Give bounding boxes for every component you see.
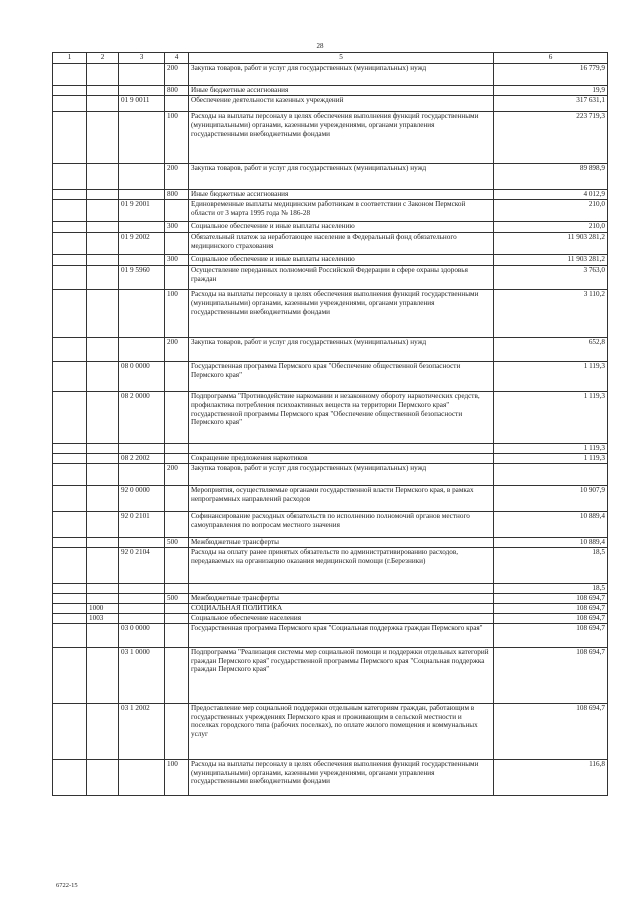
expense-type-cell bbox=[165, 623, 189, 647]
target-article-cell: 03 1 2002 bbox=[119, 703, 165, 759]
description-cell: Закупка товаров, работ и услуг для государственных (муниципальных) нужд bbox=[189, 164, 494, 190]
table-row bbox=[53, 454, 608, 464]
target-article-cell: 92 0 2101 bbox=[119, 512, 165, 538]
description-cell: Государственная программа Пермского края "Обеспечение общественной безопасности Пермского края" bbox=[189, 362, 494, 392]
table-row bbox=[53, 512, 608, 538]
table-row bbox=[53, 759, 608, 795]
subsection-cell bbox=[87, 222, 119, 233]
table-row bbox=[53, 190, 608, 200]
column-header: 2 bbox=[87, 53, 119, 64]
expense-type-cell bbox=[165, 603, 189, 613]
expense-type-cell bbox=[165, 200, 189, 222]
expense-type-cell bbox=[165, 486, 189, 512]
description-cell: Межбюджетные трансферты bbox=[189, 538, 494, 548]
table-row bbox=[53, 444, 608, 454]
amount-cell: 10 907,9 bbox=[494, 486, 608, 512]
subsection-cell bbox=[87, 703, 119, 759]
table-row bbox=[53, 584, 608, 594]
expense-type-cell bbox=[165, 362, 189, 392]
table-row bbox=[53, 603, 608, 613]
expense-type-cell bbox=[165, 454, 189, 464]
section-cell bbox=[53, 338, 87, 362]
subsection-cell bbox=[87, 233, 119, 255]
subsection-cell bbox=[87, 96, 119, 112]
section-cell bbox=[53, 444, 87, 454]
expense-type-cell: 200 bbox=[165, 338, 189, 362]
subsection-cell bbox=[87, 623, 119, 647]
expense-type-cell: 300 bbox=[165, 222, 189, 233]
subsection-cell bbox=[87, 512, 119, 538]
expense-type-cell bbox=[165, 233, 189, 255]
amount-cell bbox=[494, 464, 608, 486]
target-article-cell: 01 9 2002 bbox=[119, 233, 165, 255]
table-row bbox=[53, 548, 608, 584]
amount-cell: 10 889,4 bbox=[494, 512, 608, 538]
amount-cell: 210,0 bbox=[494, 222, 608, 233]
section-cell bbox=[53, 703, 87, 759]
description-cell: Расходы на выплаты персоналу в целях обеспечения выполнения функций государственными (муниципальными) органами, казенными учреждениями, органами управления государственными внебюджетными фондами bbox=[189, 759, 494, 795]
amount-cell: 3 110,2 bbox=[494, 290, 608, 338]
amount-cell: 89 898,9 bbox=[494, 164, 608, 190]
subsection-cell bbox=[87, 64, 119, 86]
amount-cell: 108 694,7 bbox=[494, 593, 608, 603]
expense-type-cell bbox=[165, 444, 189, 454]
table-row bbox=[53, 222, 608, 233]
description-cell: Подпрограмма "Противодействие наркомании и незаконному обороту наркотических средств, профилактика потребления психоактивных веществ на территории Пермского края" государственной программы Пермского края "Обеспечение общественной безопасности Пермского края" bbox=[189, 392, 494, 444]
section-cell bbox=[53, 647, 87, 703]
target-article-cell: 01 9 2001 bbox=[119, 200, 165, 222]
amount-cell: 223 719,3 bbox=[494, 112, 608, 164]
amount-cell: 18,5 bbox=[494, 548, 608, 584]
target-article-cell bbox=[119, 464, 165, 486]
description-cell: Обязательный платеж за неработающее население в Федеральный фонд обязательного медицинского страхования bbox=[189, 233, 494, 255]
table-row bbox=[53, 96, 608, 112]
expense-type-cell bbox=[165, 392, 189, 444]
target-article-cell bbox=[119, 759, 165, 795]
table-row bbox=[53, 613, 608, 623]
subsection-cell bbox=[87, 164, 119, 190]
section-cell bbox=[53, 623, 87, 647]
table-row bbox=[53, 64, 608, 86]
amount-cell: 108 694,7 bbox=[494, 703, 608, 759]
amount-cell: 10 889,4 bbox=[494, 538, 608, 548]
description-cell: Подпрограмма "Реализация системы мер социальной помощи и поддержки отдельных категорий граждан Пермского края" государственной программы Пермского края "Социальная поддержка граждан Пермского края" bbox=[189, 647, 494, 703]
subsection-cell bbox=[87, 362, 119, 392]
section-cell bbox=[53, 96, 87, 112]
expense-type-cell: 100 bbox=[165, 112, 189, 164]
expense-type-cell bbox=[165, 613, 189, 623]
description-cell: СОЦИАЛЬНАЯ ПОЛИТИКА bbox=[189, 603, 494, 613]
section-cell bbox=[53, 759, 87, 795]
amount-cell: 18,5 bbox=[494, 584, 608, 594]
expense-type-cell bbox=[165, 266, 189, 290]
table-row bbox=[53, 86, 608, 96]
description-cell: Расходы на оплату ранее принятых обязательств по административированию расходов, передаваемых на организацию оказания медицинской помощи (г.Березники) bbox=[189, 548, 494, 584]
section-cell bbox=[53, 538, 87, 548]
table-row bbox=[53, 623, 608, 647]
subsection-cell bbox=[87, 200, 119, 222]
table-row bbox=[53, 338, 608, 362]
target-article-cell bbox=[119, 444, 165, 454]
section-cell bbox=[53, 86, 87, 96]
table-row bbox=[53, 593, 608, 603]
description-cell: Государственная программа Пермского края "Социальная поддержка граждан Пермского края" bbox=[189, 623, 494, 647]
table-row bbox=[53, 200, 608, 222]
target-article-cell: 08 2 2002 bbox=[119, 454, 165, 464]
section-cell bbox=[53, 392, 87, 444]
table-row bbox=[53, 362, 608, 392]
amount-cell: 16 779,9 bbox=[494, 64, 608, 86]
amount-cell: 108 694,7 bbox=[494, 647, 608, 703]
section-cell bbox=[53, 64, 87, 86]
table-row bbox=[53, 266, 608, 290]
expense-type-cell: 200 bbox=[165, 464, 189, 486]
target-article-cell bbox=[119, 613, 165, 623]
description-cell: Межбюджетные трансферты bbox=[189, 593, 494, 603]
column-header: 3 bbox=[119, 53, 165, 64]
table-body bbox=[53, 64, 608, 796]
description-cell: Закупка товаров, работ и услуг для государственных (муниципальных) нужд bbox=[189, 464, 494, 486]
description-cell: Расходы на выплаты персоналу в целях обеспечения выполнения функций государственными (муниципальными) органами, казенными учреждениями, органами управления государственными внебюджетными фондами bbox=[189, 290, 494, 338]
expense-type-cell bbox=[165, 96, 189, 112]
description-cell: Социальное обеспечение и иные выплаты населению bbox=[189, 222, 494, 233]
page-number: 28 bbox=[316, 42, 324, 50]
target-article-cell bbox=[119, 190, 165, 200]
description-cell: Единовременные выплаты медицинским работникам в соответствии с Законом Пермской области от 3 марта 1995 года № 186-28 bbox=[189, 200, 494, 222]
section-cell bbox=[53, 584, 87, 594]
target-article-cell: 92 0 0000 bbox=[119, 486, 165, 512]
target-article-cell bbox=[119, 255, 165, 266]
column-header: 4 bbox=[165, 53, 189, 64]
target-article-cell bbox=[119, 64, 165, 86]
footer-code: 6722-15 bbox=[56, 882, 78, 889]
table-row bbox=[53, 255, 608, 266]
section-cell bbox=[53, 164, 87, 190]
target-article-cell bbox=[119, 86, 165, 96]
description-cell: Иные бюджетные ассигнования bbox=[189, 190, 494, 200]
expense-type-cell: 800 bbox=[165, 86, 189, 96]
description-cell bbox=[189, 584, 494, 594]
expense-type-cell bbox=[165, 584, 189, 594]
section-cell bbox=[53, 266, 87, 290]
amount-cell: 108 694,7 bbox=[494, 603, 608, 613]
expense-type-cell: 800 bbox=[165, 190, 189, 200]
target-article-cell bbox=[119, 603, 165, 613]
description-cell bbox=[189, 444, 494, 454]
amount-cell: 4 012,9 bbox=[494, 190, 608, 200]
target-article-cell: 08 0 0000 bbox=[119, 362, 165, 392]
description-cell: Обеспечение деятельности казенных учреждений bbox=[189, 96, 494, 112]
amount-cell: 19,9 bbox=[494, 86, 608, 96]
subsection-cell bbox=[87, 255, 119, 266]
description-cell: Иные бюджетные ассигнования bbox=[189, 86, 494, 96]
expense-type-cell bbox=[165, 647, 189, 703]
amount-cell: 317 631,1 bbox=[494, 96, 608, 112]
description-cell: Мероприятия, осуществляемые органами государственной власти Пермского края, в рамках непрограммных направлений расходов bbox=[189, 486, 494, 512]
target-article-cell bbox=[119, 538, 165, 548]
target-article-cell bbox=[119, 222, 165, 233]
target-article-cell: 92 0 2104 bbox=[119, 548, 165, 584]
target-article-cell bbox=[119, 593, 165, 603]
amount-cell: 652,8 bbox=[494, 338, 608, 362]
description-cell: Осуществление переданных полномочий Российской Федерации в сфере охраны здоровья граждан bbox=[189, 266, 494, 290]
amount-cell: 1 119,3 bbox=[494, 454, 608, 464]
subsection-cell bbox=[87, 584, 119, 594]
table-row bbox=[53, 290, 608, 338]
description-cell: Социальное обеспечение населения bbox=[189, 613, 494, 623]
section-cell bbox=[53, 454, 87, 464]
section-cell bbox=[53, 486, 87, 512]
expense-type-cell: 200 bbox=[165, 164, 189, 190]
section-cell bbox=[53, 512, 87, 538]
expense-type-cell: 100 bbox=[165, 759, 189, 795]
section-cell bbox=[53, 593, 87, 603]
target-article-cell: 08 2 0000 bbox=[119, 392, 165, 444]
section-cell bbox=[53, 112, 87, 164]
description-cell: Предоставление мер социальной поддержки отдельным категориям граждан, работающим в государственных учреждениях Пермского края и проживающим в сельской местности и поселках городского типа (рабочих поселках), по оплате жилого помещения и коммунальных услуг bbox=[189, 703, 494, 759]
budget-table bbox=[52, 52, 608, 796]
table-row bbox=[53, 392, 608, 444]
section-cell bbox=[53, 613, 87, 623]
section-cell bbox=[53, 290, 87, 338]
column-header: 5 bbox=[189, 53, 494, 64]
expense-type-cell: 100 bbox=[165, 290, 189, 338]
subsection-cell bbox=[87, 190, 119, 200]
description-cell: Софинансирование расходных обязательств по исполнению полномочий органов местного самоуправления по вопросам местного значения bbox=[189, 512, 494, 538]
expense-type-cell bbox=[165, 548, 189, 584]
target-article-cell bbox=[119, 338, 165, 362]
subsection-cell bbox=[87, 538, 119, 548]
column-header: 1 bbox=[53, 53, 87, 64]
amount-cell: 108 694,7 bbox=[494, 613, 608, 623]
subsection-cell: 1000 bbox=[87, 603, 119, 613]
subsection-cell bbox=[87, 266, 119, 290]
subsection-cell bbox=[87, 759, 119, 795]
subsection-cell bbox=[87, 486, 119, 512]
subsection-cell bbox=[87, 444, 119, 454]
description-cell: Сокращение предложения наркотиков bbox=[189, 454, 494, 464]
table-row bbox=[53, 464, 608, 486]
amount-cell: 108 694,7 bbox=[494, 623, 608, 647]
description-cell: Закупка товаров, работ и услуг для государственных (муниципальных) нужд bbox=[189, 64, 494, 86]
target-article-cell: 03 0 0000 bbox=[119, 623, 165, 647]
table-row bbox=[53, 647, 608, 703]
target-article-cell bbox=[119, 584, 165, 594]
expense-type-cell: 500 bbox=[165, 593, 189, 603]
subsection-cell bbox=[87, 290, 119, 338]
table-row bbox=[53, 112, 608, 164]
table-row bbox=[53, 233, 608, 255]
subsection-cell bbox=[87, 392, 119, 444]
section-cell bbox=[53, 222, 87, 233]
amount-cell: 1 119,3 bbox=[494, 392, 608, 444]
amount-cell: 1 119,3 bbox=[494, 444, 608, 454]
amount-cell: 116,8 bbox=[494, 759, 608, 795]
subsection-cell: 1003 bbox=[87, 613, 119, 623]
description-cell: Закупка товаров, работ и услуг для государственных (муниципальных) нужд bbox=[189, 338, 494, 362]
table-row bbox=[53, 164, 608, 190]
expense-type-cell: 300 bbox=[165, 255, 189, 266]
amount-cell: 11 903 281,2 bbox=[494, 233, 608, 255]
subsection-cell bbox=[87, 112, 119, 164]
subsection-cell bbox=[87, 647, 119, 703]
subsection-cell bbox=[87, 548, 119, 584]
section-cell bbox=[53, 255, 87, 266]
amount-cell: 1 119,3 bbox=[494, 362, 608, 392]
section-cell bbox=[53, 190, 87, 200]
section-cell bbox=[53, 603, 87, 613]
expense-type-cell bbox=[165, 512, 189, 538]
subsection-cell bbox=[87, 338, 119, 362]
amount-cell: 11 903 281,2 bbox=[494, 255, 608, 266]
target-article-cell bbox=[119, 290, 165, 338]
target-article-cell bbox=[119, 164, 165, 190]
target-article-cell: 01 9 5960 bbox=[119, 266, 165, 290]
description-cell: Расходы на выплаты персоналу в целях обеспечения выполнения функций государственными (муниципальными) органами, казенными учреждениями, органами управления государственными внебюджетными фондами bbox=[189, 112, 494, 164]
expense-type-cell: 500 bbox=[165, 538, 189, 548]
table-header-row bbox=[53, 53, 608, 64]
table-row bbox=[53, 486, 608, 512]
description-cell: Социальное обеспечение и иные выплаты населению bbox=[189, 255, 494, 266]
subsection-cell bbox=[87, 593, 119, 603]
section-cell bbox=[53, 548, 87, 584]
amount-cell: 3 763,0 bbox=[494, 266, 608, 290]
subsection-cell bbox=[87, 454, 119, 464]
expense-type-cell bbox=[165, 703, 189, 759]
target-article-cell bbox=[119, 112, 165, 164]
target-article-cell: 01 9 0011 bbox=[119, 96, 165, 112]
section-cell bbox=[53, 233, 87, 255]
subsection-cell bbox=[87, 86, 119, 96]
subsection-cell bbox=[87, 464, 119, 486]
section-cell bbox=[53, 464, 87, 486]
column-header: 6 bbox=[494, 53, 608, 64]
section-cell bbox=[53, 200, 87, 222]
table-row bbox=[53, 538, 608, 548]
section-cell bbox=[53, 362, 87, 392]
amount-cell: 210,0 bbox=[494, 200, 608, 222]
expense-type-cell: 200 bbox=[165, 64, 189, 86]
table-row bbox=[53, 703, 608, 759]
target-article-cell: 03 1 0000 bbox=[119, 647, 165, 703]
